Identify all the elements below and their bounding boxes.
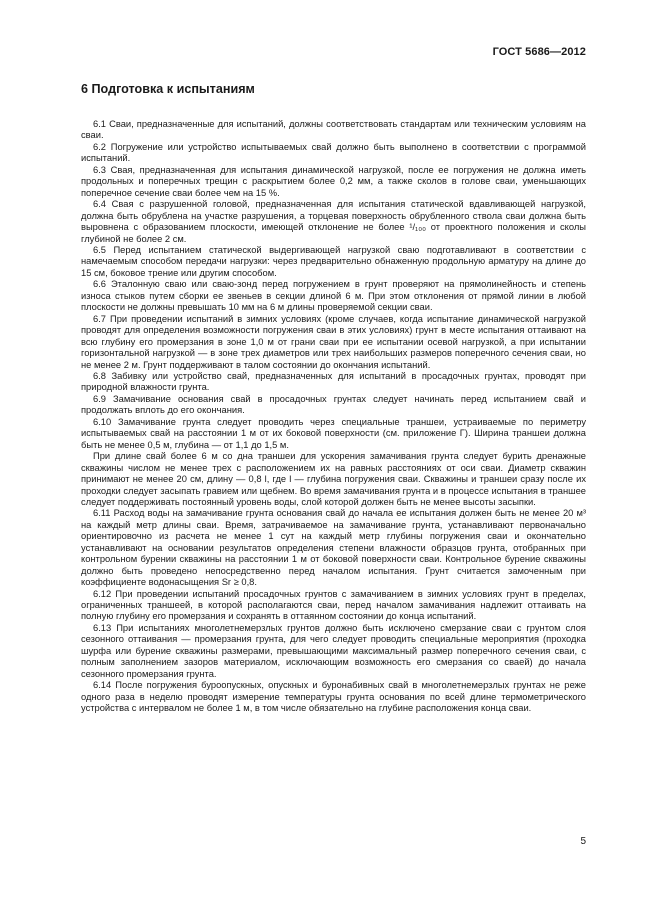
paragraph-6-14: 6.14 После погружения буроопускных, опускных и буронабивных свай в многолетнемерзлых грунтах не реже одного раза в неделю проводят измерение температуры грунта основания по всей длине термометрического устройства с интервалом не более 1 м, в том числе обязательно на глубине расположения конца сваи. (81, 680, 586, 714)
paragraph-6-12: 6.12 При проведении испытаний просадочных грунтов с замачиванием в зимних условиях грунт в пределах, ограниченных траншеей, в которой располагаются сваи, перед началом замачивания надлежит оттаивать на полную глубину его промерзания и сохранять в оттаянном состоянии до конца испытаний. (81, 588, 586, 622)
paragraph-6-9: 6.9 Замачивание основания свай в просадочных грунтах следует начинать перед испытанием свай и продолжать вплоть до его окончания. (81, 393, 586, 416)
section-body (81, 119, 586, 715)
paragraph-6-5: 6.5 Перед испытанием статической выдергивающей нагрузкой сваю подготавливают в соответствии с намечаемым способом передачи нагрузки: через предварительно обнаженную продольную арматуру на длине до 15 см, боковое трение или другим способом. (81, 244, 586, 278)
paragraph-6-8: 6.8 Забивку или устройство свай, предназначенных для испытаний в просадочных грунтах, проводят при природной влажности грунта. (81, 370, 586, 393)
paragraph-6-3: 6.3 Свая, предназначенная для испытания динамической нагрузкой, после ее погружения не должна иметь продольных и поперечных трещин с раскрытием более 0,2 мм, а также сколов в голове сваи, уменьшающих поперечное сечение сваи более чем на 15 %. (81, 164, 586, 198)
paragraph-6-1: 6.1 Сваи, предназначенные для испытаний, должны соответствовать стандартам или техническим условиям на сваи. (81, 119, 586, 141)
paragraph-6-11: 6.11 Расход воды на замачивание грунта основания свай до начала ее испытания должен быть не менее 20 м³ на каждый метр длины сваи. Время, затрачиваемое на замачивание грунта, устанавливают первоначально ориентировочно из расчета не менее 1 сут на каждый метр глубины погружения сваи и окончательно устанавливают на основании результатов определения степени влажности образцов грунта, отобранных при контрольном бурении скважины на расстоянии 1 м от боковой поверхности сваи. Контрольное бурение скважины должно быть проведено непосредственно перед началом испытания. Грунт считается замоченным при коэффициенте водонасыщения Sr ≥ 0,8. (81, 508, 586, 588)
paragraph-6-13: 6.13 При испытаниях многолетнемерзлых грунтов должно быть исключено смерзание сваи с грунтом слоя сезонного оттаивания — промерзания грунта, для чего следует проводить специальные мероприятия (проходка шурфа или бурение скважины размерами, превышающими максимальный размер поперечного сечения сваи, с полным заполнением зазоров материалом, исключающим возможность его смерзания со сваей) до начала сезонного промерзания грунта. (81, 622, 586, 679)
paragraph-6-10-continued: При длине свай более 6 м со дна траншеи для ускорения замачивания грунта следует бурить дренажные скважины числом не менее трех с расположением их на равных расстояниях от оси сваи. Диаметр скважин принимают не менее 20 см, длину — 0,8 l, где l — глубина погружения сваи. Скважины и траншеи сразу после их проходки следует засыпать гравием или щебнем. Во время замачивания грунта и в процессе испытания в траншее следует поддерживать постоянный уровень воды, слой которой должен быть не менее высоты засыпки. (81, 451, 586, 507)
standard-number: ГОСТ 5686—2012 (492, 46, 586, 58)
page-number: 5 (580, 836, 586, 847)
paragraph-6-2: 6.2 Погружение или устройство испытываемых свай должно быть выполнено в соответствии с программой испытаний. (81, 141, 586, 164)
paragraph-6-6: 6.6 Эталонную сваю или сваю-зонд перед погружением в грунт проверяют на прямолинейность и степень износа стыков путем сборки ее звеньев в секции длиной 6 м. При этом отклонения от прямой линии в любой плоскости не должны превышать 10 мм на 6 м длины проверяемой секции сваи. (81, 279, 586, 313)
section-heading: 6 Подготовка к испытаниям (81, 82, 255, 96)
paragraph-6-7: 6.7 При проведении испытаний в зимних условиях (кроме случаев, когда испытание динамической нагрузкой проводят для определения возможности погружения сваи в этих условиях) грунт в месте испытания оттаивают на всю глубину его промерзания в зоне 1,0 м от грани сваи при ее испытании осевой нагрузкой, а при испытании горизонтальной нагрузкой — в зоне трех диаметров или трех наибольших размеров поперечного сечения сваи, но не менее 2 м. Грунт поддерживают в талом состоянии до окончания испытаний. (81, 313, 586, 370)
paragraph-6-10: 6.10 Замачивание грунта следует проводить через специальные траншеи, устраиваемые по периметру испытываемых свай на расстоянии 1 м от их боковой поверхности (см. приложение Г). Ширина траншеи должна быть не менее 0,5 м, глубина — от 1,1 до 1,5 м. (81, 416, 586, 450)
paragraph-6-4: 6.4 Свая с разрушенной головой, предназначенная для испытания статической вдавливающей нагрузкой, должна быть обрублена на участке разрушения, а торцевая поверхность обрубленного ствола сваи должна быть выровнена с образованием плоскости, имеющей отклонение не более ¹/₁₀₀ от проектного положения и сколы глубиной не более 2 см. (81, 199, 586, 244)
